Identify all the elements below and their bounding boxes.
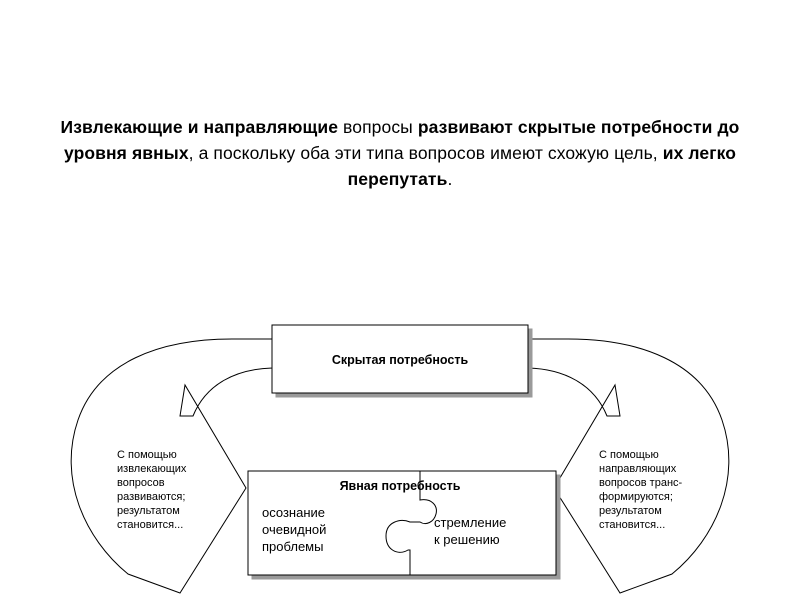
heading-part-4: , а поскольку оба эти типа вопросов имеют схожую цель, xyxy=(188,143,663,163)
explicit-need-label: Явная потребность xyxy=(339,479,461,493)
hidden-need-label: Скрытая потребность xyxy=(331,353,469,367)
heading-part-1: Извлекающие и направляющие xyxy=(60,117,339,137)
left-arrow-line-6: становится... xyxy=(117,519,184,531)
right-arrow-line-6: становится... xyxy=(599,519,666,531)
right-arrow-line-4: формируются; xyxy=(599,491,673,503)
heading-part-5: их легко перепутать xyxy=(347,143,737,189)
heading-part-2: вопросы xyxy=(338,117,418,137)
left-arrow-line-5: результатом xyxy=(117,505,180,517)
left-arrow-line-4: развиваются; xyxy=(117,491,186,503)
left-piece-line-2: очевидной xyxy=(262,522,327,537)
left-arrow-line-2: извлекающих xyxy=(117,463,187,475)
right-arrow-line-2: направляющих xyxy=(599,463,677,475)
right-piece-line-1: стремление xyxy=(434,515,507,530)
heading-part-6: . xyxy=(447,169,453,189)
left-piece-line-1: осознание xyxy=(262,505,326,520)
left-arrow-line-3: вопросов xyxy=(117,477,165,489)
left-arrow-line-1: С помощью xyxy=(117,449,177,461)
right-arrow-line-3: вопросов транс- xyxy=(599,477,683,489)
left-piece-line-3: проблемы xyxy=(262,539,324,554)
heading-part-3: развивают скрытые потребности до уровня явных xyxy=(63,117,740,163)
right-arrow-line-1: С помощью xyxy=(599,449,659,461)
right-piece-line-2: к решению xyxy=(434,532,500,547)
right-arrow-line-5: результатом xyxy=(599,505,662,517)
